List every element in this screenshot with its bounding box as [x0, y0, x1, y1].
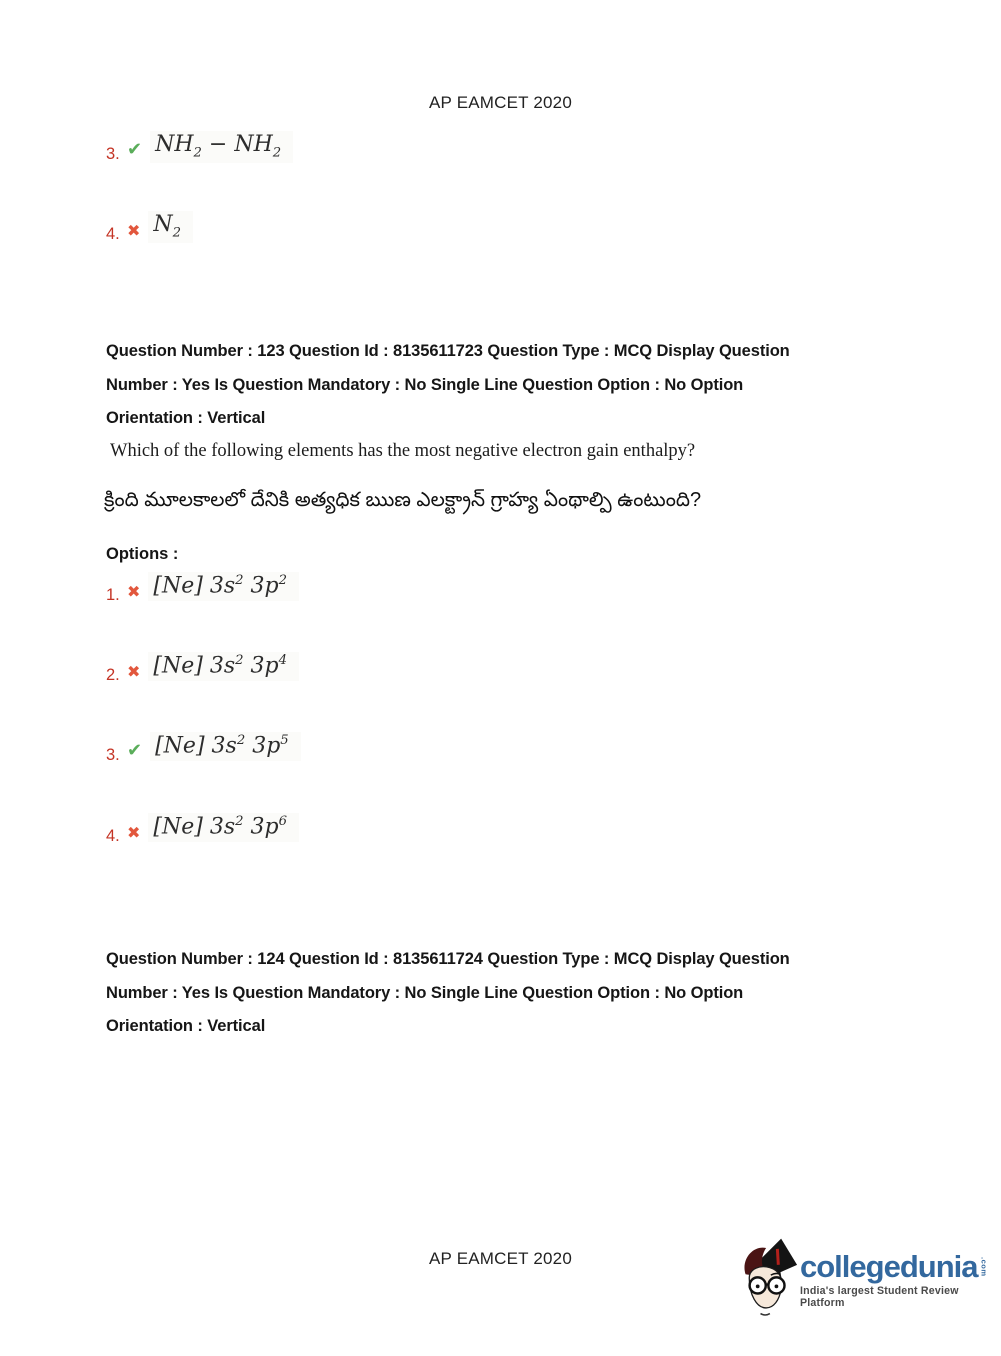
options-label: Options : — [106, 545, 179, 563]
logo-tld: .com — [979, 1256, 989, 1277]
electron-configuration-formula: [Ne] $3s^2$ $3p^6$ — [148, 813, 299, 842]
metadata-line: Number : Yes Is Question Mandatory : No Single Line Question Option : No Option — [106, 983, 744, 1002]
option-row-4 — [106, 813, 299, 845]
electron-configuration-formula: [Ne] $3s^2$ $3p^5$ — [150, 732, 301, 761]
chemical-formula: $N_2$ — [148, 211, 193, 243]
logo-text-block — [800, 1248, 1001, 1309]
option-number: 4. — [106, 827, 120, 845]
prev-option-row-4 — [106, 211, 193, 243]
question-text-english: Which of the following elements has the most negative electron gain enthalpy? — [110, 441, 696, 461]
wrong-cross-icon: ✖ — [127, 584, 141, 601]
correct-check-icon: ✔ — [127, 740, 143, 760]
page-footer-title: AP EAMCET 2020 — [429, 1249, 572, 1268]
option-row-1 — [106, 572, 299, 604]
wrong-cross-icon: ✖ — [127, 223, 141, 240]
metadata-line: Orientation : Vertical — [106, 409, 266, 428]
collegedunia-mascot-icon — [738, 1236, 798, 1323]
wrong-cross-icon: ✖ — [127, 825, 141, 842]
option-row-2 — [106, 652, 299, 684]
option-number: 3. — [106, 746, 120, 764]
option-number: 4. — [106, 225, 120, 243]
page-title: AP EAMCET 2020 — [429, 93, 572, 112]
question-124-metadata — [106, 943, 906, 1044]
metadata-line: Number : Yes Is Question Mandatory : No Single Line Question Option : No Option — [106, 375, 744, 394]
logo-tagline: India's largest Student Review Platform — [800, 1284, 959, 1309]
chemical-formula: $NH_2 - NH_2$ — [150, 131, 293, 163]
wrong-cross-icon: ✖ — [127, 664, 141, 681]
option-number: 3. — [106, 145, 120, 163]
metadata-line: Orientation : Vertical — [106, 1017, 266, 1036]
metadata-line: Question Number : 123 Question Id : 8135611723 Question Type : MCQ Display Question — [106, 342, 790, 360]
prev-option-row-3 — [106, 131, 293, 163]
option-number: 1. — [106, 586, 120, 604]
metadata-line: Question Number : 124 Question Id : 8135611724 Question Type : MCQ Display Question — [106, 950, 790, 968]
collegedunia-logo — [738, 1236, 1001, 1323]
electron-configuration-formula: [Ne] $3s^2$ $3p^2$ — [148, 572, 299, 601]
electron-configuration-formula: [Ne] $3s^2$ $3p^4$ — [148, 652, 299, 681]
question-123-metadata — [106, 335, 906, 436]
option-row-3 — [106, 732, 301, 764]
question-text-telugu: క్రింది మూలకాలలో దేనికి అత్యధిక ఋణ ఎలక్ట్రాన్ గ్రాహ్య ఏంథాల్పి ఉంటుంది? — [104, 489, 702, 511]
option-number: 2. — [106, 666, 120, 684]
correct-check-icon: ✔ — [127, 139, 143, 159]
logo-wordmark: collegedunia — [800, 1248, 978, 1284]
